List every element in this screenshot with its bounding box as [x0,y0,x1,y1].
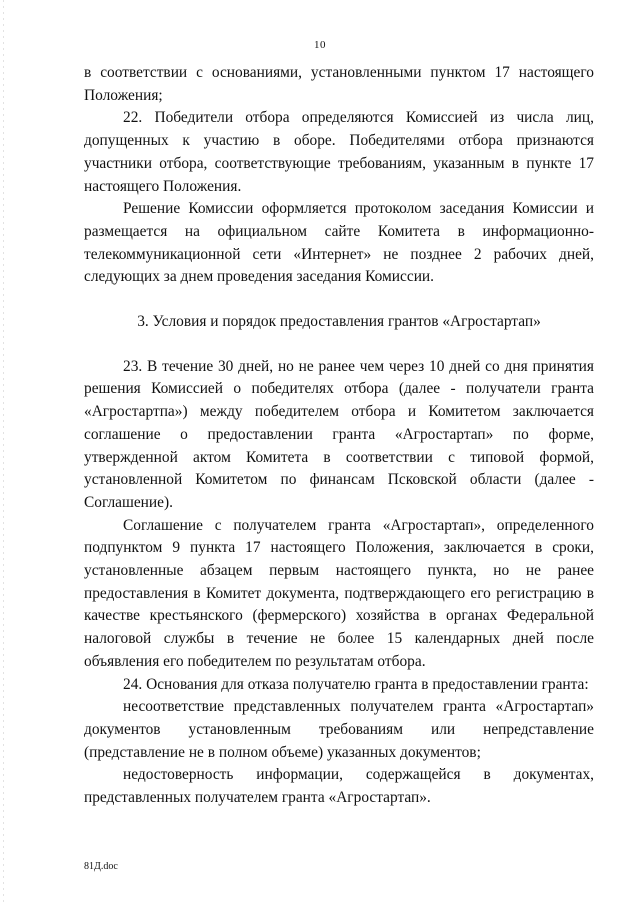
section-heading: 3. Условия и порядок предоставления грантов «Агростартап» [137,313,541,331]
document-body [84,62,594,810]
paragraph-agreement: Соглашение с получателем гранта «Агростартап», определенного подпунктом 9 пункта 17 настоящего Положения, заключается в сроки, установленные абзацем первым настоящего пункта, но не ранее предоставления в Комитет документа, подтверждающего его регистрацию в качестве крестьянского (фермерского) хозяйства в органах Федеральной налоговой службы в течение не более 15 календарных дней после объявления его победителем по результатам отбора. [84,516,594,670]
footer-filename: 81Д.doc [84,861,118,872]
paragraph-commission-decision: Решение Комиссии оформляется протоколом заседания Комиссии и размещается на официальном сайте Комитета в информационно-телекоммуникационной сети «Интернет» не позднее 2 рабочих дней, следующих за днем проведения заседания Комиссии. [84,200,594,286]
paragraph-continuation: в соответствии с основаниями, установленными пунктом 17 настоящего Положения; [84,64,594,104]
paragraph-reason-inaccuracy: недостоверность информации, содержащейся в документах, представленных получателем гранта «Агростартап». [84,766,594,807]
paragraph-reason-nonconformity: несоответствие представленных получателем гранта «Агростартап» документов установленным требованиям или непредставление (представление не в полном объеме) указанных документов; [84,698,594,761]
scan-edge-artifact [3,0,4,905]
paragraph-item-23: 23. В течение 30 дней, но не ранее чем через 10 дней со дня принятия решения Комиссией о победителях отбора (далее - получатели гранта «Агростартпа») между победителем отбора и Комитетом заключается соглашение о предоставлении гранта «Агростартап» по форме, утвержденной актом Комитета в соответствии с типовой формой, установленной Комитетом по финансам Псковской области (далее - Соглашение). [84,357,594,511]
page-number: 10 [314,39,326,51]
paragraph-item-24: 24. Основания для отказа получателю гранта в предоставлении гранта: [123,675,589,693]
paragraph-item-22: 22. Победители отбора определяются Комиссией из числа лиц, допущенных к участию в оборе. Победителями отбора признаются участники отбора, соответствующие требованиям, указанным в пункте 17 настоящего Положения. [84,109,594,195]
